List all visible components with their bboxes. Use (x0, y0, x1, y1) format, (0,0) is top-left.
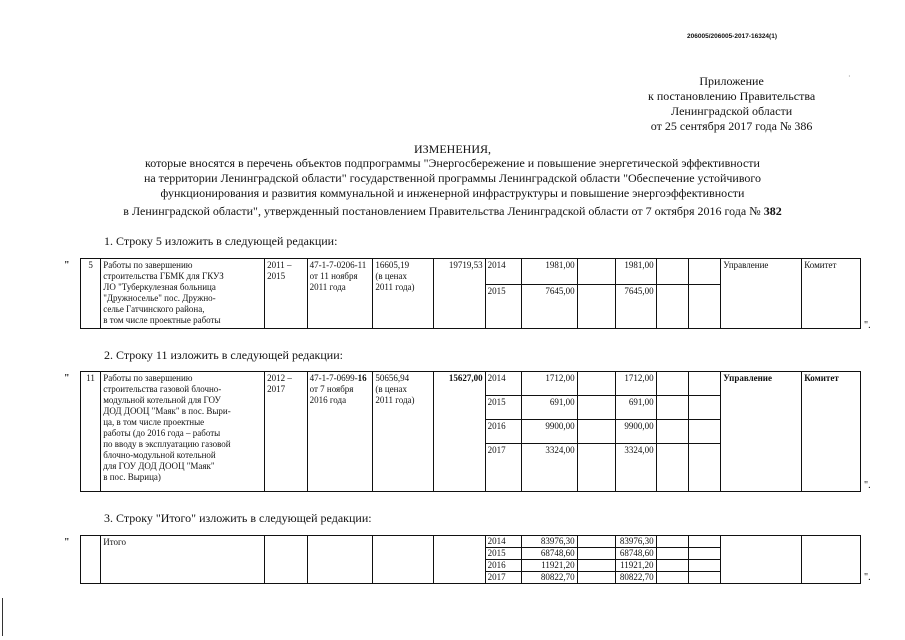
empty-cell (81, 536, 101, 584)
year-cell: 2014 (485, 536, 521, 548)
customer-cell: Управление (721, 372, 802, 492)
title-line-text: в Ленинградской области", утвержденный постановлением Правительства Ленинградской области от 7 октября 2016 года № (123, 204, 761, 218)
total-cell: 11921,20 (522, 560, 578, 572)
empty-cell (721, 536, 802, 584)
estimated-cost: 16605,19 (в ценах 2011 года) (373, 259, 434, 329)
year-cell: 2015 (485, 548, 521, 560)
empty-cell (688, 420, 720, 444)
empty-cell (656, 536, 688, 548)
empty-cell (688, 444, 720, 492)
appendix-block (648, 74, 815, 134)
scan-dot: · (848, 72, 851, 81)
empty-cell (373, 536, 434, 584)
expertise-document: 47-1-7-0699-16 от 7 ноября 2016 года (307, 372, 373, 492)
object-name: Работы по завершению строительства газовой блочно- модульной котельной для ГОУ ДОД ДООЦ "Маяк" в пос. Выри- ца, в том числе проектные работы (до 2016 года – работы по вводу в эксплуатацию газовой блочно-модульной котельной для ГОУ ДОД ДООЦ "Маяк" в пос. Вырица) (101, 372, 265, 492)
title-line (0, 204, 905, 219)
row-5-table (80, 258, 861, 329)
section-heading: 3. Строку "Итого" изложить в следующей редакции: (104, 511, 372, 525)
empty-cell (656, 572, 688, 584)
empty-cell (688, 572, 720, 584)
title-line: на территории Ленинградской области" государственной программы Ленинградской области "Обеспечение устойчивого (143, 171, 762, 185)
empty-cell (656, 396, 688, 420)
total-cell: 83976,30 (522, 536, 578, 548)
regional-cell: 1981,00 (616, 259, 656, 285)
construction-period: 2011 – 2015 (265, 259, 307, 329)
remaining-cost: 15627,00 (434, 372, 486, 492)
year-cell: 2015 (485, 285, 521, 329)
total-cell: 68748,60 (522, 548, 578, 560)
regional-cell: 68748,60 (616, 548, 656, 560)
empty-cell (656, 372, 688, 396)
empty-cell (577, 372, 615, 396)
row-11-table (80, 371, 861, 492)
empty-cell (577, 259, 615, 285)
total-cell: 80822,70 (522, 572, 578, 584)
empty-cell (656, 285, 688, 329)
row-number: 11 (81, 372, 101, 492)
document-number: 206005/206005-2017-16324(1) (687, 33, 777, 40)
empty-cell (577, 285, 615, 329)
title-decree-number: 382 (763, 204, 782, 218)
regional-cell: 3324,00 (616, 444, 656, 492)
total-cell: 3324,00 (522, 444, 578, 492)
scan-edge-mark (2, 598, 3, 636)
regional-cell: 11921,20 (616, 560, 656, 572)
section-heading: 1. Строку 5 изложить в следующей редакции: (104, 234, 338, 248)
empty-cell (656, 560, 688, 572)
regional-cell: 83976,30 (616, 536, 656, 548)
total-cell: 691,00 (522, 396, 578, 420)
closing-quote: ". (864, 320, 871, 331)
empty-cell (688, 560, 720, 572)
total-row-table (80, 535, 861, 584)
remaining-cost: 19719,53 (434, 259, 486, 329)
total-cell: 7645,00 (522, 285, 578, 329)
closing-quote: ". (864, 572, 871, 583)
empty-cell (577, 572, 615, 584)
appendix-line: к постановлению Правительства (648, 89, 816, 103)
total-label: Итого (101, 536, 265, 584)
document-title: ИЗМЕНЕНИЯ, (413, 142, 491, 156)
committee-cell: Комитет (802, 372, 861, 492)
empty-cell (577, 396, 615, 420)
construction-period: 2012 – 2017 (265, 372, 307, 492)
empty-cell (688, 548, 720, 560)
empty-cell (307, 536, 373, 584)
year-cell: 2016 (485, 420, 521, 444)
empty-cell (577, 548, 615, 560)
empty-cell (577, 444, 615, 492)
appendix-line: Приложение (699, 74, 764, 88)
empty-cell (577, 560, 615, 572)
empty-cell (577, 536, 615, 548)
year-cell: 2014 (485, 372, 521, 396)
year-cell: 2016 (485, 560, 521, 572)
opening-quote: " (64, 373, 70, 384)
empty-cell (688, 396, 720, 420)
empty-cell (434, 536, 486, 584)
appendix-line: Ленинградской области (671, 104, 793, 118)
row-number: 5 (81, 259, 101, 329)
empty-cell (656, 444, 688, 492)
expertise-document: 47-1-7-0206-11 от 11 ноября 2011 года (307, 259, 373, 329)
empty-cell (656, 259, 688, 285)
empty-cell (688, 285, 720, 329)
empty-cell (688, 259, 720, 285)
regional-cell: 7645,00 (616, 285, 656, 329)
year-cell: 2017 (485, 572, 521, 584)
total-cell: 1981,00 (522, 259, 578, 285)
committee-cell: Комитет (802, 259, 861, 329)
total-cell: 1712,00 (522, 372, 578, 396)
title-line: функционирования и развития коммунальной и инженерной инфраструктуры и повышение энергоэффективности (160, 186, 745, 200)
empty-cell (688, 536, 720, 548)
regional-cell: 691,00 (616, 396, 656, 420)
empty-cell (656, 420, 688, 444)
section-heading: 2. Строку 11 изложить в следующей редакции: (104, 348, 343, 362)
regional-cell: 9900,00 (616, 420, 656, 444)
empty-cell (656, 548, 688, 560)
year-cell: 2015 (485, 396, 521, 420)
empty-cell (577, 420, 615, 444)
estimated-cost: 50656,94 (в ценах 2011 года) (373, 372, 434, 492)
year-cell: 2017 (485, 444, 521, 492)
empty-cell (802, 536, 861, 584)
total-cell: 9900,00 (522, 420, 578, 444)
closing-quote: ". (864, 480, 871, 491)
year-cell: 2014 (485, 259, 521, 285)
empty-cell (688, 372, 720, 396)
appendix-line: от 25 сентября 2017 года № 386 (650, 119, 813, 133)
customer-cell: Управление (721, 259, 802, 329)
opening-quote: " (64, 537, 70, 548)
regional-cell: 1712,00 (616, 372, 656, 396)
opening-quote: " (64, 260, 70, 271)
regional-cell: 80822,70 (616, 572, 656, 584)
empty-cell (265, 536, 307, 584)
title-line: которые вносятся в перечень объектов подпрограммы "Энергосбережение и повышение энергетической эффективности (145, 156, 760, 170)
object-name: Работы по завершению строительства ГБМК для ГКУЗ ЛО "Туберкулезная больница "Дружноселье" пос. Дружно- селье Гатчинского района, в том числе проектные работы (101, 259, 265, 329)
